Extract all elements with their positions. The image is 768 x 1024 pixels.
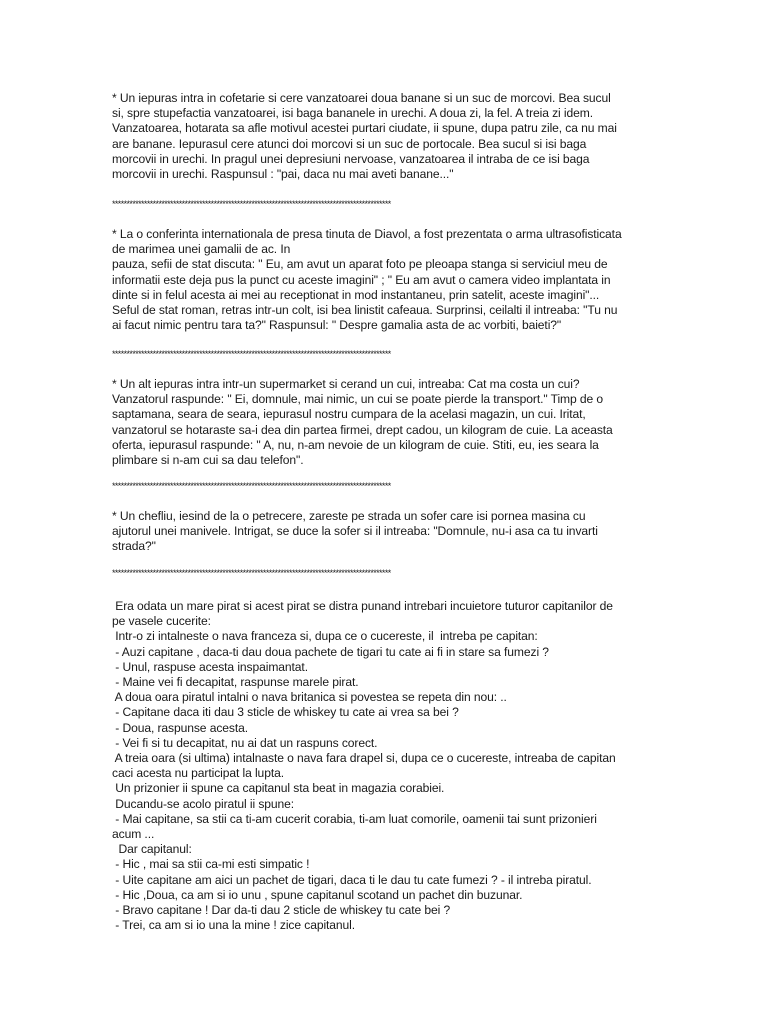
text-line: - Vei fi si tu decapitat, nu ai dat un raspuns corect. — [112, 735, 378, 750]
text-line: - Capitane daca iti dau 3 sticle de whiskey tu cate ai vrea sa bei ? — [112, 705, 459, 720]
text-line: Vanzatorul raspunde: " Ei, domnule, mai nimic, un cui se poate pierde la transport." Timp de o — [112, 392, 604, 407]
text-line: dinte si in felul acesta ai mei au receptionat in mod instantaneu, prin satelit, aceste imagini"... — [112, 287, 600, 302]
joke-3 — [112, 377, 613, 468]
text-line: plimbare si n-am cui sa dau telefon". — [112, 453, 304, 468]
text-line: oferta, iepurasul raspunde: " A, nu, n-am nevoie de un kilogram de cuie. Stiti, eu, ies seara la — [112, 437, 599, 452]
text-line: pauza, sefii de stat discuta: " Eu, am avut un aparat foto pe pleoapa stanga si serviciul meu de — [112, 257, 608, 272]
text-line: A doua oara piratul intalni o nava britanica si povestea se repeta din nou: .. — [112, 690, 507, 705]
text-line: Ducandu-se acolo piratul ii spune: — [112, 796, 295, 811]
text-line: * Un alt iepuras intra intr-un supermarket si cerand un cui, intreaba: Cat ma costa un cui? — [112, 377, 580, 391]
text-line: caci acesta nu participat la lupta. — [112, 766, 284, 781]
text-line: Dar capitanul: — [112, 842, 192, 857]
text-line: * Un iepuras intra in cofetarie si cere vanzatoarei doua banane si un suc de morcovi. Bea sucul — [112, 91, 611, 105]
text-line: de marimea unei gamalii de ac. In — [112, 242, 291, 257]
text-line: - Doua, raspunse acesta. — [112, 720, 248, 735]
text-line: Un prizonier ii spune ca capitanul sta beat in magazia corabiei. — [112, 781, 445, 796]
text-line: * La o conferinta internationala de presa tinuta de Diavol, a fost prezentata o arma ultrasofisticata — [112, 227, 622, 241]
text-line: - Hic , mai sa stii ca-mi esti simpatic ! — [112, 857, 310, 872]
text-line: saptamana, seara de seara, iepurasul nostru cumpara de la acelasi magazin, un cui. Iritat, — [112, 407, 586, 422]
text-line: * Un chefliu, iesind de la o petrecere, zareste pe strada un sofer care isi pornea masina cu — [112, 509, 586, 523]
text-line: are banane. Iepurasul cere atunci doi morcovi si un suc de portocale. Bea sucul si isi baga — [112, 136, 587, 151]
text-line: - Maine vei fi decapitat, raspunse marele pirat. — [112, 675, 359, 690]
text-line: acum ... — [112, 827, 155, 842]
joke-5-pirate-story — [112, 599, 616, 933]
text-line: Intr-o zi intalneste o nava franceza si, dupa ce o cucereste, il intreba pe capitan: — [112, 629, 538, 644]
text-line: - Unul, raspuse acesta inspaimantat. — [112, 659, 308, 674]
text-line: - Auzi capitane , daca-ti dau doua pachete de tigari tu cate ai fi in stare sa fumezi ? — [112, 644, 549, 659]
text-line: Vanzatoarea, hotarata sa afle motivul acestei purtari ciudate, ii spune, dupa patru zile, ca nu mai — [112, 121, 617, 136]
text-line: - Mai capitane, sa stii ca ti-am cucerit corabia, ti-am luat comorile, oamenii tai sunt prizonieri — [112, 811, 597, 826]
text-line: - Uite capitane am aici un pachet de tigari, daca ti le dau tu cate fumezi ? - il intreba piratul. — [112, 872, 592, 887]
joke-4 — [112, 509, 598, 555]
text-line: vanzatorul se hotaraste sa-i dea din partea firmei, drept cadou, un kilogram de cuie. La aceasta — [112, 422, 613, 437]
text-line: si, spre stupefactia vanzatoarei, isi baga bananele in urechi. A doua zi, la fel. A treia zi idem. — [112, 106, 593, 121]
text-line: - Hic ,Doua, ca am si io unu , spune capitanul scotand un pachet din buzunar. — [112, 887, 523, 902]
separator-4: ************************************************************************************************ — [112, 568, 391, 578]
separator-1: ************************************************************************************************ — [112, 199, 391, 209]
text-line: pe vasele cucerite: — [112, 614, 211, 629]
separator-2: ************************************************************************************************ — [112, 349, 391, 359]
text-line: informatii este deja pus la punct cu aceste imagini" ; " Eu am avut o camera video implantata in — [112, 272, 611, 287]
joke-2 — [112, 227, 622, 333]
text-line: morcovii in urechi. In pragul unei depresiuni nervoase, vanzatoarea il intraba de ce isi baga — [112, 151, 590, 166]
joke-1 — [112, 91, 617, 182]
text-line: ai facut nimic pentru tara ta?" Raspunsul: " Despre gamalia asta de ac vorbiti, baieti?" — [112, 318, 562, 333]
text-line: Seful de stat roman, retras intr-un colt, isi bea linistit cafeaua. Surprinsi, ceilalti il intreaba: "Tu nu — [112, 303, 618, 318]
text-line: morcovii in urechi. Raspunsul : "pai, daca nu mai aveti banane..." — [112, 167, 454, 182]
separator-3: ************************************************************************************************ — [112, 481, 391, 491]
text-line: strada?" — [112, 539, 156, 554]
text-line: - Bravo capitane ! Dar da-ti dau 2 sticle de whiskey tu cate bei ? — [112, 903, 451, 918]
text-line: A treia oara (si ultima) intalnaste o nava fara drapel si, dupa ce o cucereste, intreaba de capitan — [112, 751, 616, 766]
text-line: Era odata un mare pirat si acest pirat se distra punand intrebari incuietore tuturor capitanilor de — [112, 599, 613, 613]
text-line: ajutorul unei manivele. Intrigat, se duce la sofer si il intreaba: "Domnule, nu-i asa ca tu invarti — [112, 524, 598, 539]
text-line: - Trei, ca am si io una la mine ! zice capitanul. — [112, 918, 356, 933]
